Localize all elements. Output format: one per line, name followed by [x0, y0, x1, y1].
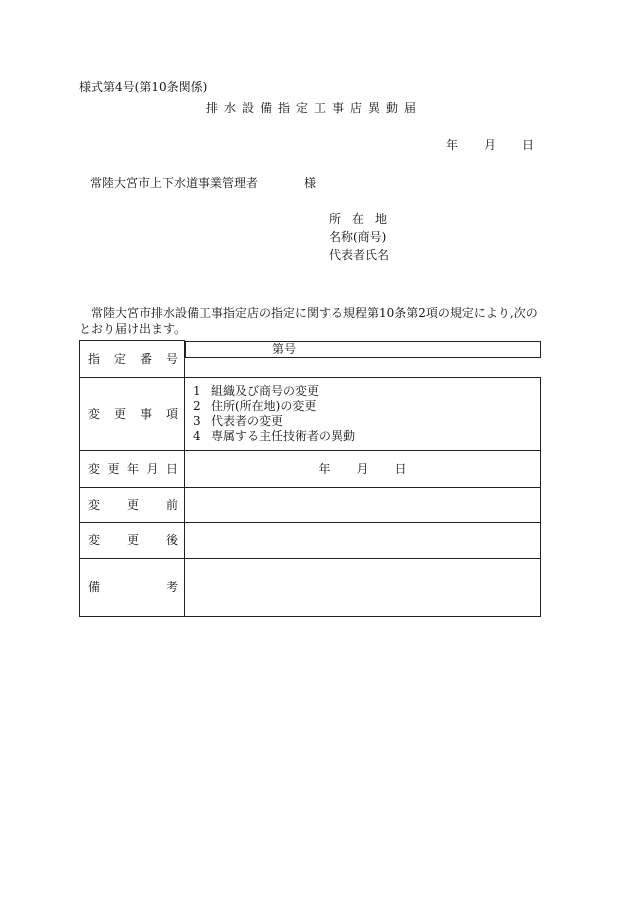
addressee-honorific: 様	[304, 176, 317, 190]
form-title: 排水設備指定工事店異動届	[206, 101, 423, 115]
table-row-before-change	[80, 488, 541, 523]
change-date-month: 月	[356, 461, 369, 476]
change-items-list[interactable]	[185, 378, 541, 451]
submission-date	[446, 138, 534, 152]
change-table	[79, 340, 541, 617]
list-item: 1 組織及び商号の変更	[193, 384, 320, 398]
designation-number-suffix: 号	[284, 341, 297, 356]
addressee-name: 常陸大宮市上下水道事業管理者	[90, 176, 259, 190]
table-row-after-change	[80, 523, 541, 559]
change-date-label: 変 更 年 月 日	[80, 451, 185, 488]
body-text: 常陸大宮市排水設備工事指定店の指定に関する規程第10条第2項の規定により,次のとおり届け出ます。	[79, 306, 538, 336]
table-row-designation-number	[80, 341, 541, 378]
designation-number-prefix: 第	[272, 341, 285, 356]
table-row-change-date	[80, 451, 541, 488]
applicant-name-label: 名称(商号)	[329, 230, 387, 244]
date-year-label: 年	[446, 138, 459, 152]
date-day-label: 日	[522, 138, 535, 152]
change-date-day: 日	[394, 461, 407, 476]
change-date-field[interactable]	[185, 451, 541, 488]
list-item: 2 住所(所在地)の変更	[193, 399, 317, 413]
applicant-address-label: 所在地	[329, 212, 399, 226]
after-change-field[interactable]	[185, 523, 541, 559]
table-row-change-items	[80, 378, 541, 451]
after-change-label: 変 更 後	[80, 523, 185, 559]
applicant-block	[329, 212, 398, 266]
applicant-representative-label: 代表者氏名	[329, 248, 390, 262]
change-date-year: 年	[318, 461, 331, 476]
before-change-field[interactable]	[185, 488, 541, 523]
list-item: 4 専属する主任技術者の異動	[193, 429, 356, 443]
form-number: 様式第4号(第10条関係)	[79, 80, 208, 94]
list-item: 3 代表者の変更	[193, 414, 284, 428]
table-row-remarks	[80, 559, 541, 617]
designation-number-label: 指 定 番 号	[80, 341, 185, 378]
addressee	[90, 176, 316, 190]
before-change-label: 変 更 前	[80, 488, 185, 523]
date-month-label: 月	[484, 138, 497, 152]
change-items-label: 変 更 事 項	[80, 378, 185, 451]
designation-number-field[interactable]	[185, 341, 541, 358]
remarks-field[interactable]	[185, 559, 541, 617]
remarks-label: 備 考	[80, 559, 185, 617]
